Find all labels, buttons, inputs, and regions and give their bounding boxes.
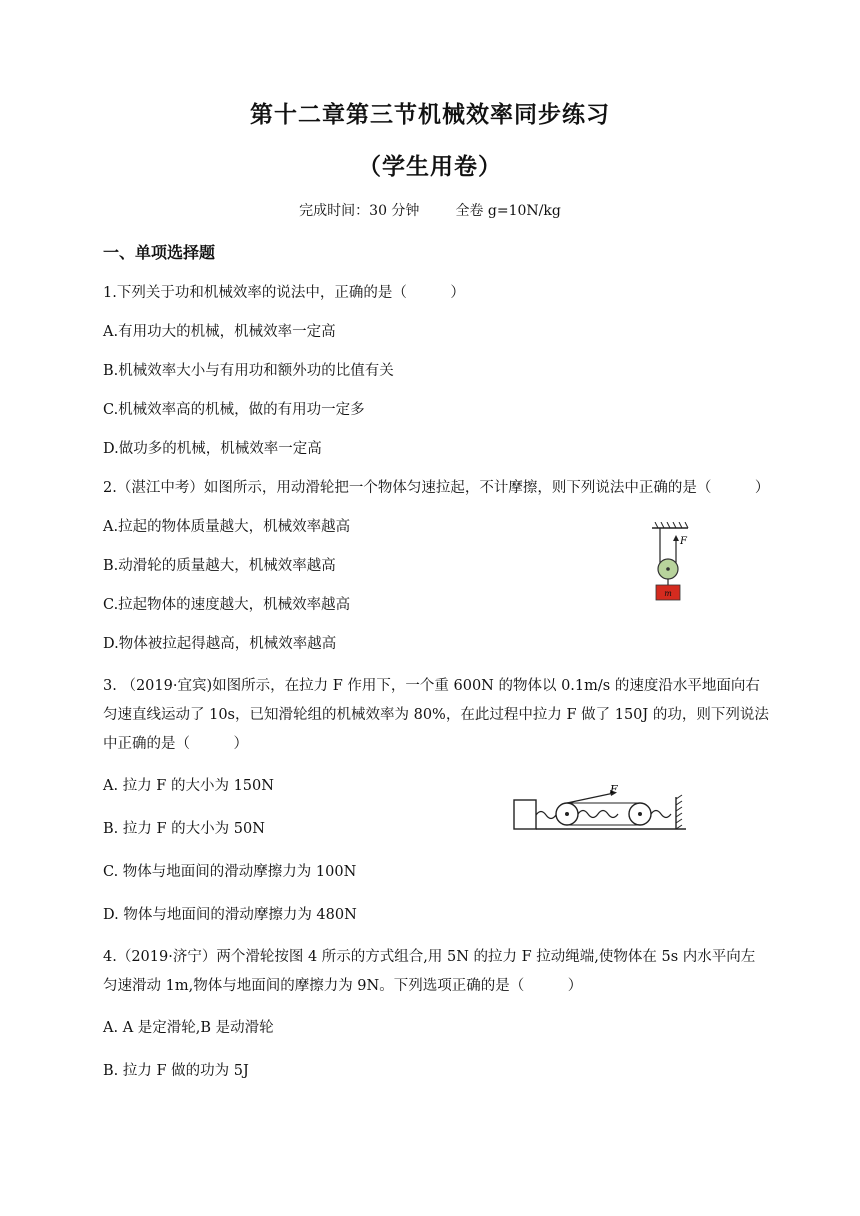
hook-coil-right — [651, 811, 671, 818]
time-label: 完成时间：30 分钟 — [299, 203, 420, 219]
question-1-option-c: C.机械效率高的机械，做的有用功一定多 — [103, 402, 365, 418]
question-2-stem: 2.（湛江中考）如图所示，用动滑轮把一个物体匀速拉起，不计摩擦，则下列说法中正确的是（ ） — [103, 480, 770, 496]
question-3-option-a: A. 拉力 F 的大小为 150N — [103, 778, 274, 794]
question-2-option-a: A.拉起的物体质量越大，机械效率越高 — [103, 519, 351, 535]
page-title: 第十二章第三节机械效率同步练习 — [250, 102, 610, 128]
pulley-block-figure — [510, 783, 690, 835]
pulley-axle — [666, 567, 670, 571]
hook-coil-left — [536, 812, 556, 819]
force-arrowhead — [673, 535, 679, 541]
question-3-option-d: D. 物体与地面间的滑动摩擦力为 480N — [103, 907, 357, 923]
exam-meta — [0, 200, 860, 220]
question-1-option-a: A.有用功大的机械，机械效率一定高 — [103, 324, 336, 340]
question-2-option-b: B.动滑轮的质量越大，机械效率越高 — [103, 558, 336, 574]
question-4-stem-line-1: 4.（2019·济宁）两个滑轮按图 4 所示的方式组合,用 5N 的拉力 F 拉动绳端,使物体在 5s 内水平向左 — [103, 949, 756, 965]
right-wall-hatch — [676, 795, 682, 829]
force-label: F — [680, 536, 687, 547]
question-4-option-a: A. A 是定滑轮,B 是动滑轮 — [103, 1020, 274, 1036]
question-2-option-d: D.物体被拉起得越高，机械效率越高 — [103, 636, 337, 652]
pulley-b-axle — [638, 812, 642, 816]
question-4-option-b: B. 拉力 F 做的功为 5J — [103, 1063, 249, 1079]
question-4-stem-line-2: 匀速滑动 1m,物体与地面间的摩擦力为 9N。下列选项正确的是（ ） — [103, 978, 583, 994]
pulley-a-axle — [565, 812, 569, 816]
question-3-option-c: C. 物体与地面间的滑动摩擦力为 100N — [103, 864, 357, 880]
question-3-stem-line-3: 中正确的是（ ） — [103, 736, 248, 752]
section-title: 一、单项选择题 — [103, 243, 216, 262]
pulley-figure — [644, 522, 694, 606]
wall-block — [514, 800, 536, 829]
question-3-option-b: B. 拉力 F 的大小为 50N — [103, 821, 265, 837]
force-label-q3: F — [610, 783, 618, 796]
question-3-stem-line-2: 匀速直线运动了 10s，已知滑轮组的机械效率为 80%，在此过程中拉力 F 做了 150J 的功，则下列说法 — [103, 707, 769, 723]
question-1-option-d: D.做功多的机械，机械效率一定高 — [103, 441, 322, 457]
question-3-stem-line-1: 3. （2019·宜宾)如图所示，在拉力 F 作用下，一个重 600N 的物体以 0.1m/s 的速度沿水平地面向右 — [103, 678, 760, 694]
ceiling-support — [652, 522, 688, 528]
rope-coil-middle — [578, 811, 618, 818]
gravity-note: 全卷 g=10N/kg — [455, 203, 561, 219]
question-1-stem: 1.下列关于功和机械效率的说法中，正确的是（ ） — [103, 285, 465, 301]
question-2-option-c: C.拉起物体的速度越大，机械效率越高 — [103, 597, 351, 613]
pull-rope — [567, 793, 614, 803]
page-subtitle: （学生用卷） — [358, 154, 502, 180]
question-1-option-b: B.机械效率大小与有用功和额外功的比值有关 — [103, 363, 394, 379]
mass-label: m — [664, 589, 672, 598]
